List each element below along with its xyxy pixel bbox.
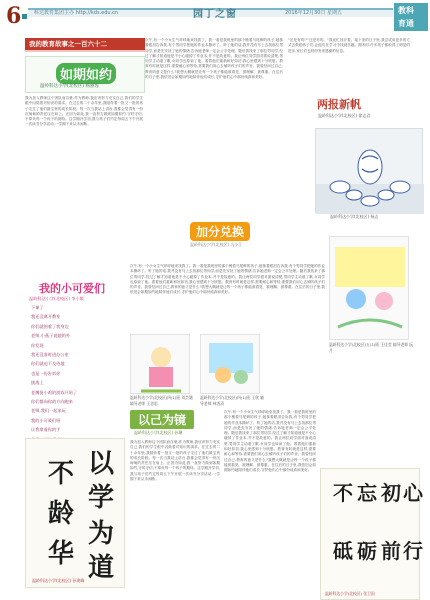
poem-line: 也是一份告诉你 bbox=[31, 370, 61, 376]
poem-line: 老师,我们一起来玩 bbox=[31, 408, 66, 414]
article-5-header bbox=[130, 410, 225, 435]
calligraphy-1 bbox=[25, 438, 125, 588]
article-3-title: 两报新帆 bbox=[317, 98, 361, 111]
paper-info: 科达教育集团主办 http://kds.edu.cn bbox=[34, 10, 119, 16]
calligraphy-2-char: 砺 bbox=[357, 539, 377, 563]
article-4-header bbox=[190, 222, 290, 260]
calligraphy-2-char: 忘 bbox=[357, 481, 377, 505]
page-header bbox=[0, 0, 430, 36]
poem-line: 你发现 bbox=[31, 342, 44, 348]
poem-line: 你们就围着了我身边 bbox=[31, 323, 69, 329]
corner-badge-top: 教科 bbox=[398, 6, 414, 15]
article-4-title: 加分兑换 bbox=[190, 222, 250, 241]
article-3-body-sidebar bbox=[288, 92, 313, 212]
article-1-title: 如期如约 bbox=[56, 63, 116, 84]
poem-block bbox=[25, 278, 125, 438]
kid-drawing-3 bbox=[329, 236, 409, 340]
calligraphy-2-char: 行 bbox=[403, 539, 423, 563]
poem-line: 你们都向你的方向跑来 bbox=[31, 399, 73, 405]
kid-drawing-3-art bbox=[330, 237, 410, 341]
calligraphy-2-caption: 温岭科达小学(北校区) 张卫国 bbox=[325, 591, 375, 596]
porcelain-photo-caption: 温岭科达小学(北校区) 杨志 bbox=[330, 214, 379, 219]
section-title: 园丁之窗 bbox=[193, 9, 237, 20]
porcelain-illustration bbox=[316, 129, 424, 214]
poem-line: 让我拿着你的手 bbox=[31, 427, 61, 433]
kid-drawing-1-art bbox=[131, 335, 191, 395]
article-5-title: 以己为镜 bbox=[130, 410, 194, 429]
poem-byline: 温岭科达小学(北校区) 李小敏 bbox=[29, 296, 84, 301]
column-heading-stripe bbox=[25, 50, 145, 52]
poem-line: 下课了 bbox=[31, 305, 44, 310]
poem-title: 我的小可爱们 bbox=[39, 282, 105, 295]
poem-lines bbox=[31, 305, 126, 446]
calligraphy-2-char: 不 bbox=[333, 481, 353, 505]
calligraphy-1-char: 华 bbox=[48, 539, 75, 569]
page-number-dot bbox=[22, 14, 27, 19]
poem-line: 我还没准时进办公室 bbox=[31, 352, 69, 358]
kid-drawing-2-caption: 温岭科达小学(北校区)四(1)班 王欣 辅导老师 林秀清 bbox=[200, 395, 264, 406]
article-1-body: 我为加入教师这个团队而自豪,作为教师,我应该努力充实自己,我们的学生眼中闪烁着对知识的渴求。在过去的二十余年里,我陪伴着一批又一批的孩子走过了他们最宝贵的成长阶段。每一次当我站上讲台,我都会觉得有一份沉甸甸的责任压在肩上。正因为如此,我一直努力做到如期如约,守时守信,不辜负每一个孩子的期待。这学期开学初,我与孩子们约定每周五下午开展一次读书分享活动,一学期下来从未间断。 bbox=[25, 96, 143, 127]
poem-line: 我的小可爱们呀 bbox=[31, 417, 61, 423]
column-heading: 我的教育故事之一百六十二 bbox=[25, 38, 145, 50]
article-5-byline: 温岭科达小学(北校区) 孙琳 bbox=[134, 430, 183, 435]
calligraphy-2-char: 前 bbox=[381, 539, 401, 563]
article-3-header bbox=[315, 96, 425, 122]
calligraphy-1-char: 龄 bbox=[48, 499, 75, 529]
poem-line: 老鹰捉小鸡的游戏开始了 bbox=[31, 389, 78, 395]
kid-drawing-1 bbox=[130, 334, 190, 394]
calligraphy-1-char: 道 bbox=[88, 553, 115, 583]
article-5-body-left: 我为加入教师这个团队而自豪,作为教师,我应该努力充实自己,我们的学生眼中闪烁着对知识的渴求。在过去的二十余年里,我陪伴着一批又一批的孩子走过了他们最宝贵的成长阶段。每一次当我站上讲台,我都会觉得有一份沉甸甸的责任压在肩上。正因为如此,我一直努力做到如期如约,守时守信,不辜负每一个孩子的期待。这学期开学初,我与孩子们约定每周五下午开展一次读书分享活动,一学期下来从未间断。 bbox=[130, 440, 220, 482]
calligraphy-2-char: 砥 bbox=[333, 539, 353, 563]
kids-drawings bbox=[130, 334, 330, 404]
calligraphy-1-char: 不 bbox=[48, 459, 75, 489]
article-5-body-right: 次午,有一个小女生气呼呼地来找我了。我一看是我班里的那个梳着马尾辫的孩子,她抹着眼泪告诉我,有个男同学把她的作业本撕坏了。听了她的话,我并没有马上去找那位男同学,而是先安抚了她的情绪,告诉她老师一定会公平处理。随后我找来了那位男同学,经过了解才知道他是不小心碰掉了作业本,并不是故意的。我让两位同学面对面说清楚,男同学主动道了歉,女同学也原谅了他。看着他们重新和好如初,我心里感到十分欣慰。教育有时就是这样,需要耐心和等待,需要我们用心去倾听孩子们的声音。我曾经问过自己,教育的意义是什么?我想大概就是让每一个孩子都能被看见、被理解、被尊重。在往后的日子里,我依旧会如期如约地陪伴他们成长,守护他们心中那份纯真和美好。 bbox=[224, 410, 316, 473]
middle-right-article-body: "还是有的!""还是有的。"我连忙回应着。接下来的日子里,我尝试用更多的方式去鼓励孩子们,让他们在学习中找到乐趣。期末时,许多孩子都取得了明显的进步,家长们也纷纷发来感谢的信息。 bbox=[288, 38, 410, 53]
kid-drawing-2 bbox=[200, 334, 260, 394]
poem-line: 我还没离开教室 bbox=[31, 314, 61, 320]
article-4-body: 次午,有一个小女生气呼呼地来找我了。我一看是我班里的那个梳着马尾辫的孩子,她抹着眼泪告诉我,有个男同学把她的作业本撕坏了。听了她的话,我并没有马上去找那位男同学,而是先安抚了她的情绪,告诉她老师一定会公平处理。随后我找来了那位男同学,经过了解才知道他是不小心碰掉了作业本,并不是故意的。我让两位同学面对面说清楚,男同学主动道了歉,女同学也原谅了他。看着他们重新和好如初,我心里感到十分欣慰。教育有时就是这样,需要耐心和等待,需要我们用心去倾听孩子们的声音。我曾经问过自己,教育的意义是什么?我想大概就是让每一个孩子都能被看见、被理解、被尊重。在往后的日子里,我依旧会如期如约地陪伴他们成长,守护他们心中那份纯真和美好。 bbox=[130, 264, 325, 295]
poem-line: 挑战上 bbox=[31, 380, 44, 386]
middle-article-body: 次午,有一个小女生气呼呼地来找我了。我一看是我班里的那个梳着马尾辫的孩子,她抹着眼泪告诉我,有个男同学把她的作业本撕坏了。听了她的话,我并没有马上去找那位男同学,而是先安抚了她的情绪,告诉她老师一定会公平处理。随后我找来了那位男同学,经过了解才知道他是不小心碰掉了作业本,并不是故意的。我让两位同学面对面说清楚,男同学主动道了歉,女同学也原谅了他。看着他们重新和好如初,我心里感到十分欣慰。教育有时就是这样,需要耐心和等待,需要我们用心去倾听孩子们的声音。我曾经问过自己,教育的意义是什么?我想大概就是让每一个孩子都能被看见、被理解、被尊重。在往后的日子里,我依旧会如期如约地陪伴他们成长,守护他们心中那份纯真和美好。 bbox=[145, 38, 283, 80]
kid-drawing-2-art bbox=[201, 335, 261, 395]
calligraphy-1-char: 学 bbox=[88, 483, 115, 513]
article-1-byline: 温岭科达小学(北校区) 杨丽蓉 bbox=[40, 84, 99, 89]
kid-drawing-3-caption: 温岭科达小学(北校区)五(1)班 王佳莹 辅导老师 阮月 bbox=[329, 342, 414, 353]
calligraphy-2 bbox=[320, 468, 423, 600]
poem-line: 你们就迫不及待地 bbox=[31, 361, 65, 367]
corner-badge bbox=[394, 3, 428, 31]
calligraphy-1-char: 为 bbox=[88, 519, 115, 549]
corner-badge-bottom: 育通 bbox=[398, 19, 414, 28]
article-4-byline: 温岭科达小学(北校区) 冯小江 bbox=[190, 242, 243, 247]
issue-date: 2016年12月30日 星期五 bbox=[285, 10, 343, 16]
poem-line: 老师,小燕子说她的外 bbox=[31, 333, 71, 339]
calligraphy-1-char: 以 bbox=[88, 449, 115, 479]
calligraphy-2-char: 初 bbox=[381, 481, 401, 505]
article-1-title-box bbox=[25, 56, 145, 93]
porcelain-photo bbox=[315, 128, 423, 213]
page-number: 6 bbox=[6, 3, 22, 29]
calligraphy-2-char: 心 bbox=[403, 481, 423, 505]
kid-drawing-1-caption: 温岭科达小学(北校区)四(1)班 刘芸涵 辅导老师 王思思 bbox=[130, 395, 193, 406]
calligraphy-1-caption: 温岭科达小学(北校区) 孙建峰 bbox=[32, 578, 85, 583]
article-3-byline: 温岭科达小学(北校区) 徐志君 bbox=[318, 113, 371, 118]
